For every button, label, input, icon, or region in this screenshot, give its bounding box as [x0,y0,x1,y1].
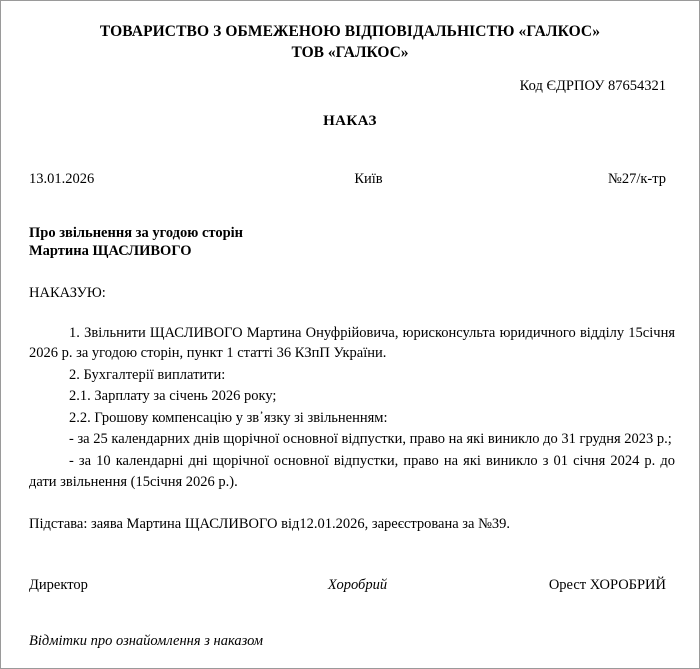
order-item: - за 25 календарних днів щорічної основної відпустки, право на які виникло до 31 грудня 2023 р.; [69,431,672,448]
acknowledgement-note: Відмітки про ознайомлення з наказом [29,633,264,650]
order-item: 2. Бухгалтерії виплатити: [69,366,226,383]
order-item: - за 10 календарні дні щорічної основної відпустки, право на які виникло з 01 січня 2024 р. до дати звільнення (15січня 2026 р.). [29,452,675,490]
document-subject [25,226,675,258]
order-body [25,323,675,493]
order-item: 2.1. Зарплату за січень 2026 року; [69,388,277,405]
signature-block [25,578,675,593]
document-type-title: НАКАЗ [323,112,377,129]
organization-short-name: ТОВ «ГАЛКОС» [291,43,409,61]
document-place: Київ [354,170,383,187]
organization-full-name: ТОВАРИСТВО З ОБМЕЖЕНОЮ ВІДПОВІДАЛЬНІСТЮ «ГАЛКОС» [99,23,601,40]
signatory-name: Орест ХОРОБРИЙ [548,576,666,593]
subject-line-1: Про звільнення за угодою сторін [29,225,244,241]
document-meta-row [25,172,675,187]
order-document [25,1,675,649]
subject-line-2: Мартина ЩАСЛИВОГО [29,242,192,259]
signatory-position: Директор [29,576,88,593]
order-basis: Підстава: заява Мартина ЩАСЛИВОГО від12.01.2026, зареєстрована за №39. [29,516,511,533]
organization-header [25,1,675,60]
order-item: 2.2. Грошову компенсацію у зв᾿язку зі звільненням: [69,409,388,426]
order-item: 1. Звільнити ЩАСЛИВОГО Мартина Онуфрійовича, юрисконсульта юридичного відділу 15січня 2026 р. за угодою сторін, пункт 1 статті 36 КЗпП України. [29,324,675,362]
document-number: №27/к-тр [608,170,666,187]
handwritten-signature: Хоробрий [327,576,388,593]
order-verb: НАКАЗУЮ: [29,285,106,301]
document-date: 13.01.2026 [29,170,95,187]
registry-code: Код ЄДРПОУ 87654321 [519,78,666,94]
